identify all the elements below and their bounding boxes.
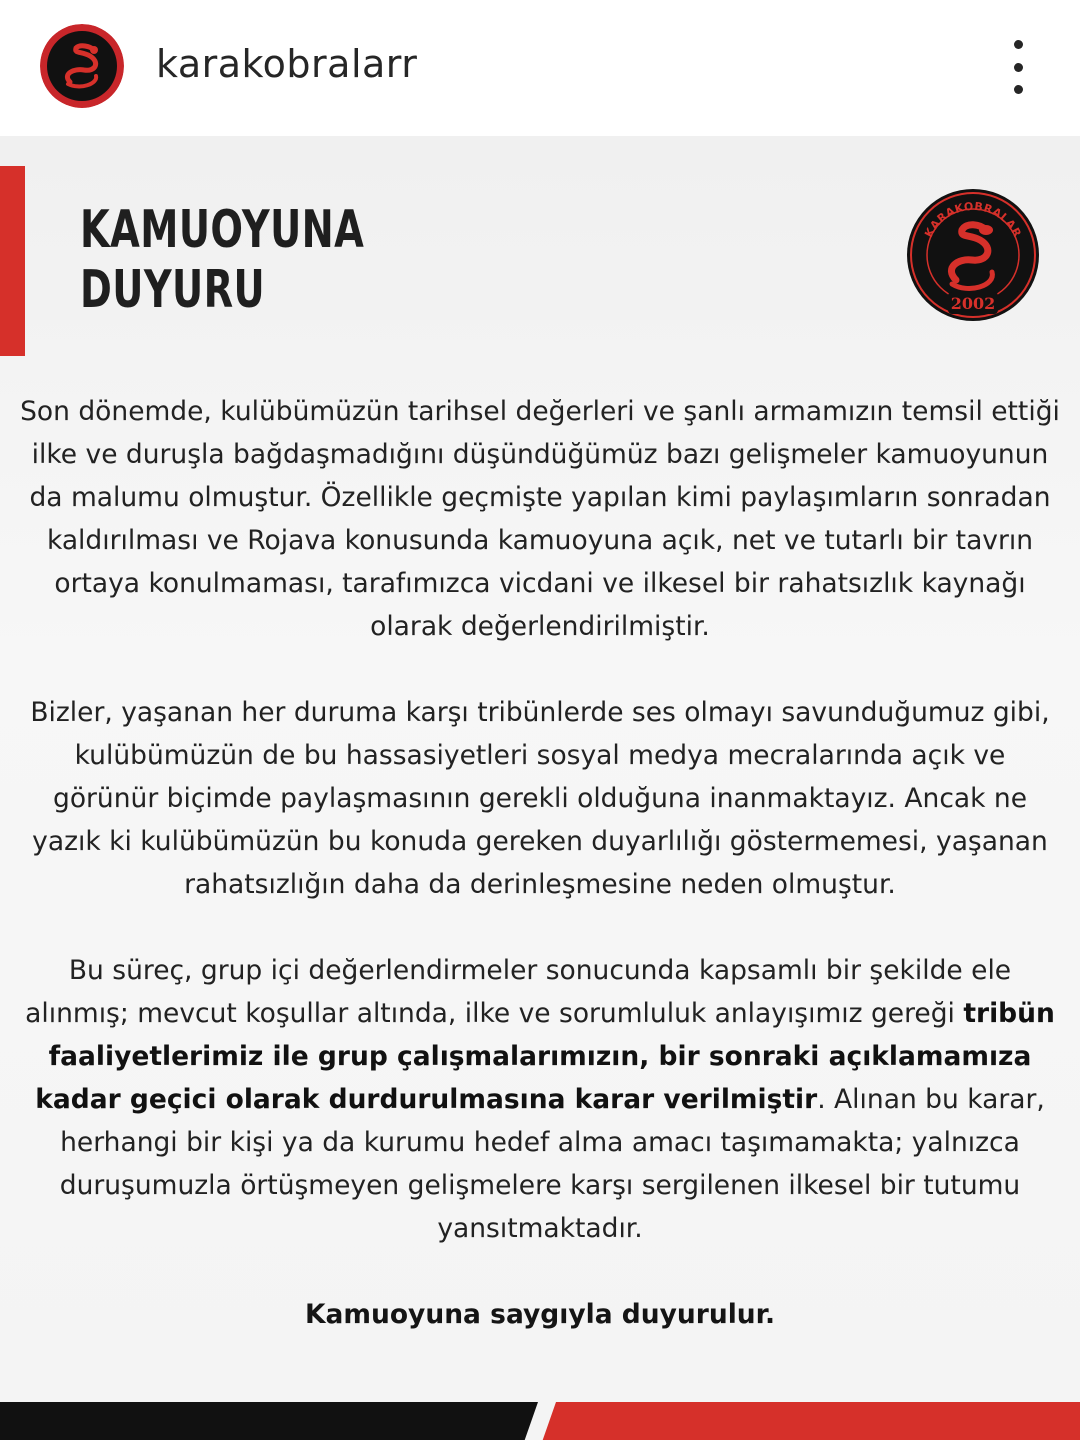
paragraph-2: Bizler, yaşanan her duruma karşı tribünlerde ses olmayı savunduğumuz gibi, kulübümüzün de bu hassasiyetleri sosyal medya mecralarında açık ve görünür biçimde paylaşmasının gerekli olduğuna inanmaktayız. Ancak ne yazık ki kulübümüzün bu konuda gereken duyarlılığı göstermemesi, yaşanan rahatsızlığın daha da derinleşmesine neden olmuştur. [30,697,1050,900]
logo-ring-text: KARAKOBRALAR [922,199,1024,240]
logo-year: 2002 [950,294,996,313]
announcement-body [20,390,1060,1379]
paragraph-3-tail: . Alınan bu karar, herhangi bir kişi ya da kurumu hedef alma amacı taşımamakta; yalnızca duruşumuzla örtüşmeyen gelişmelere karşı sergilenen ilkesel bir tutumu yansıtmaktadır. [59,1084,1045,1244]
more-options-icon[interactable] [996,40,1040,94]
more-dot [1014,85,1023,94]
cobra-logo-icon [906,188,1040,322]
title-line-2: DUYURU [80,260,266,320]
closing-line: Kamuoyuna saygıyla duyurulur. [304,1299,776,1330]
bottom-stripe [0,1402,1080,1440]
paragraph-1: Son dönemde, kulübümüzün tarihsel değerleri ve şanlı armamızın temsil ettiği ilke ve duruşla bağdaşmadığını düşündüğümüz bazı gelişmeler kamuoyunun da malumu olmuştur. Özellikle geçmişte yapılan kimi paylaşımların sonradan kaldırılması ve Rojava konusunda kamuoyuna açık, net ve tutarlı bir tavrın ortaya konulmaması, tarafımızca vicdani ve ilkesel bir rahatsızlık kaynağı olarak değerlendirilmiştir. [20,396,1060,642]
profile-avatar[interactable] [40,24,124,108]
more-dot [1014,63,1023,72]
paragraph-3 [20,949,1060,1250]
post-image[interactable] [0,136,1080,1440]
more-dot [1014,40,1023,49]
post-header [0,0,1080,136]
karakobralar-logo-icon [40,24,124,108]
paragraph-3-lead: Bu süreç, grup içi değerlendirmeler sonucunda kapsamlı bir şekilde ele alınmış; mevcut koşullar altında, ilke ve sorumluluk anlayışımız gereği [25,955,1012,1029]
username[interactable]: karakobralarr [156,42,418,86]
accent-bar [0,166,25,356]
paragraph-3-bold: tribün faaliyetlerimiz ile grup çalışmalarımızın, bir sonraki açıklamamıza kadar geçici olarak durdurulmasına karar verilmiştir [35,998,1055,1115]
post-title [80,200,364,320]
title-line-1: KAMUOYUNA [80,200,365,260]
